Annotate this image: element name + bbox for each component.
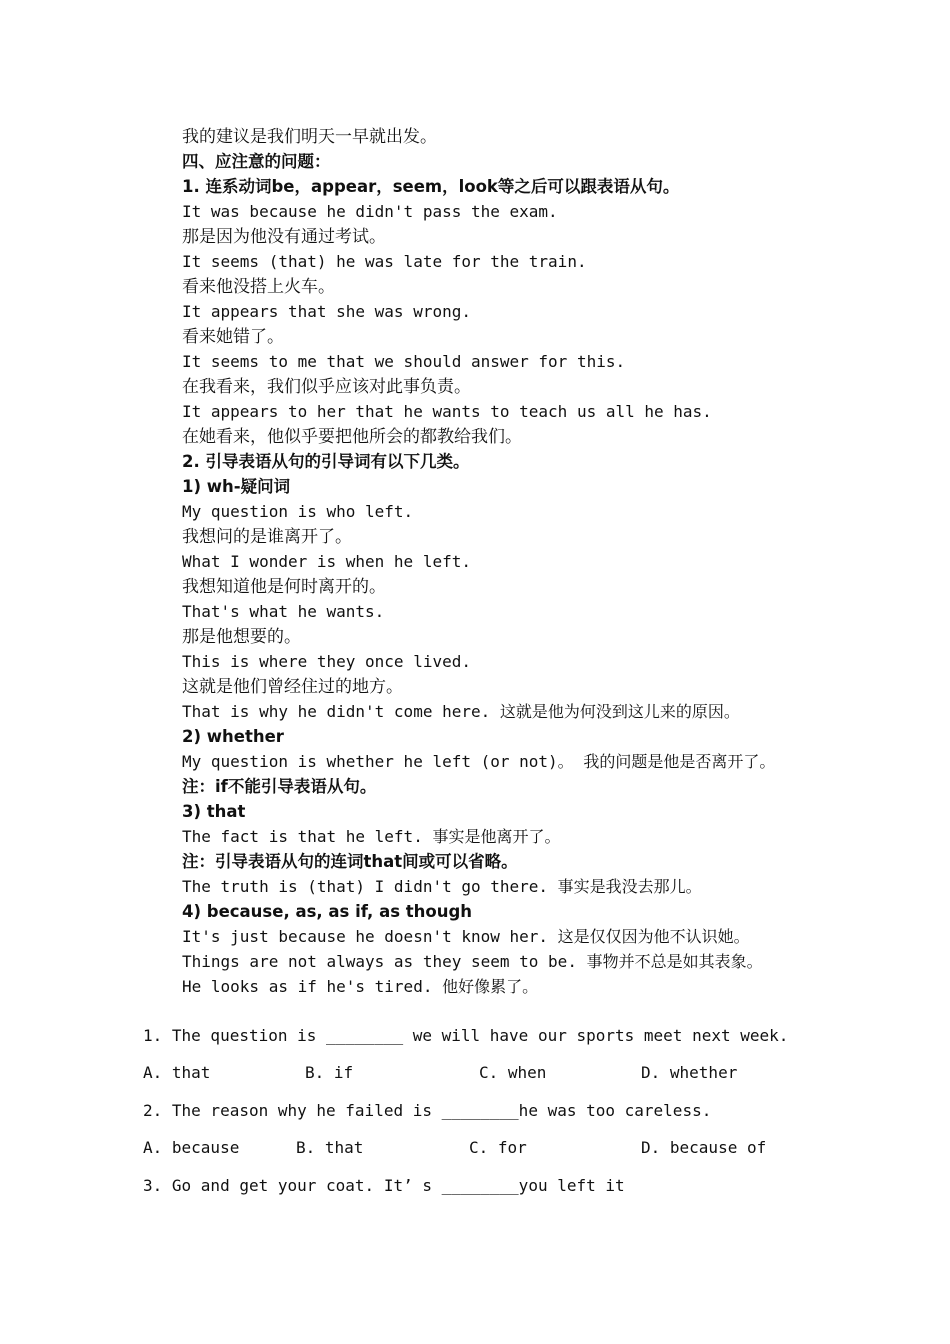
- example-mixed: Things are not always as they seem to be. 事物并不总是如其表象。: [182, 952, 763, 971]
- example-cn: 看来他没搭上火车。: [182, 277, 335, 297]
- question-2-option-a: A. because: [143, 1138, 240, 1157]
- question-2-option-d: D. because of: [641, 1138, 767, 1157]
- point-heading: 1. 连系动词be，appear，seem，look等之后可以跟表语从句。: [182, 177, 680, 196]
- example-en: What I wonder is when he left.: [182, 552, 471, 571]
- question-1: 1. The question is ________ we will have our sports meet next week.: [143, 1026, 789, 1045]
- question-2: 2. The reason why he failed is ________he was too careless.: [143, 1101, 712, 1120]
- example-mixed: He looks as if he's tired. 他好像累了。: [182, 977, 539, 996]
- example-cn: 看来她错了。: [182, 327, 284, 347]
- question-1-option-a: A. that: [143, 1063, 211, 1082]
- question-1-option-d: D. whether: [641, 1063, 738, 1082]
- example-cn: 那是他想要的。: [182, 627, 301, 647]
- example-en: This is where they once lived.: [182, 652, 471, 671]
- example-en: It was because he didn't pass the exam.: [182, 202, 558, 221]
- subpoint-heading: 4) because, as, as if, as though: [182, 902, 473, 921]
- example-mixed: The truth is (that) I didn't go there. 事实是我没去那儿。: [182, 877, 702, 896]
- subpoint-heading: 1) wh-疑问词: [182, 477, 291, 496]
- example-cn: 在我看来，我们似乎应该对此事负责。: [182, 377, 471, 397]
- example-en: That's what he wants.: [182, 602, 385, 621]
- note-heading: 注：if不能引导表语从句。: [182, 777, 377, 796]
- question-3: 3. Go and get your coat. It’ s ________you left it: [143, 1176, 625, 1195]
- example-cn: 我想知道他是何时离开的。: [182, 577, 386, 597]
- point-heading: 2. 引导表语从句的引导词有以下几类。: [182, 452, 470, 471]
- question-1-option-b: B. if: [305, 1063, 354, 1082]
- example-cn: 那是因为他没有通过考试。: [182, 227, 386, 247]
- example-en: It seems (that) he was late for the train.: [182, 252, 587, 271]
- example-cn: 我想问的是谁离开了。: [182, 527, 352, 547]
- note-heading: 注：引导表语从句的连词that间或可以省略。: [182, 852, 518, 871]
- example-en: It appears that she was wrong.: [182, 302, 471, 321]
- subpoint-heading: 2) whether: [182, 727, 284, 746]
- example-en: It seems to me that we should answer for this.: [182, 352, 626, 371]
- section-heading: 四、应注意的问题：: [182, 152, 331, 171]
- example-cn: 这就是他们曾经住过的地方。: [182, 677, 403, 697]
- question-2-option-b: B. that: [296, 1138, 364, 1157]
- question-2-option-c: C. for: [469, 1138, 527, 1157]
- example-mixed: That is why he didn't come here. 这就是他为何没到这儿来的原因。: [182, 702, 740, 721]
- example-mixed: It's just because he doesn't know her. 这是仅仅因为他不认识她。: [182, 927, 750, 946]
- question-1-option-c: C. when: [479, 1063, 547, 1082]
- subpoint-heading: 3) that: [182, 802, 246, 821]
- example-en: My question is who left.: [182, 502, 414, 521]
- example-en: It appears to her that he wants to teach us all he has.: [182, 402, 712, 421]
- text-line: 我的建议是我们明天一早就出发。: [182, 127, 437, 147]
- example-mixed: My question is whether he left (or not)。 我的问题是他是否离开了。: [182, 752, 776, 771]
- example-cn: 在她看来，他似乎要把他所会的都教给我们。: [182, 427, 522, 447]
- example-mixed: The fact is that he left. 事实是他离开了。: [182, 827, 561, 846]
